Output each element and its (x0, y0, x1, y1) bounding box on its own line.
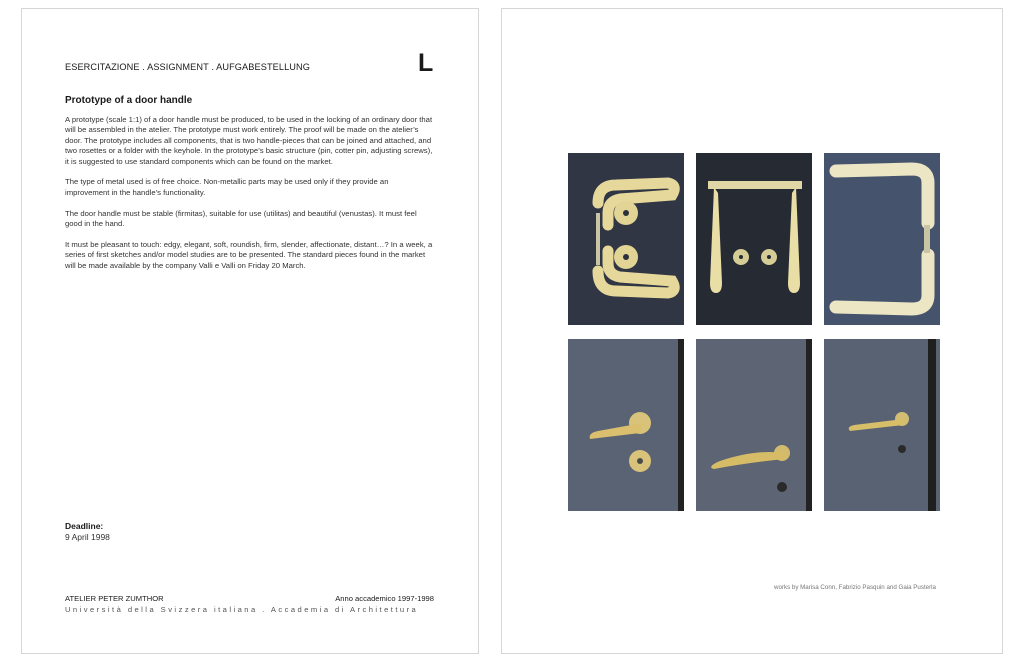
assignment-letter: L (418, 49, 434, 77)
atelier-name: ATELIER PETER ZUMTHOR (65, 594, 164, 603)
photo-handle-arch (696, 153, 812, 325)
academic-year: Anno accademico 1997-1998 (335, 594, 434, 603)
photo-handle-u-shape (824, 153, 940, 325)
photo-page (501, 8, 1003, 654)
photo-door-handle-3 (824, 339, 940, 511)
photo-credit: works by Marisa Conn, Fabrizio Pasquin and Gaia Pusterla (774, 584, 936, 591)
university-name: Università della Svizzera italiana . Accademia di Architettura (65, 605, 419, 614)
photo-door-handle-1 (568, 339, 684, 511)
photo-handle-pair-rosettes (568, 153, 684, 325)
body-paragraph: It must be pleasant to touch: edgy, elegant, soft, roundish, firm, slender, affectionate, distant…? In a week, a series of first sketches and/or model studies are to be presented. The standard pieces found in the market will be made available by the company Valli e Valli on Friday 20 March. (65, 239, 433, 270)
photo-door-handle-2 (696, 339, 812, 511)
assignment-page (21, 8, 479, 654)
body-paragraph: A prototype (scale 1:1) of a door handle must be produced, to be used in the locking of an ordinary door that will be assembled in the atelier. The prototype must work entirely. The proof will be made on the atelier’s door. The prototype includes all components, that is two handle-pieces that can be joined and attached, and two rosettes or a folder with the keyhole. In the prototype’s basic structure (pin, cotter pin, adjusting screws), it is suggested to use standard components which can be found on the market. (65, 115, 433, 166)
page-title: Prototype of a door handle (65, 95, 193, 106)
body-paragraph: The door handle must be stable (firmitas), suitable for use (utilitas) and beautiful (venustas). It must feel good in the hand. (65, 208, 417, 229)
assignment-body (65, 115, 433, 281)
deadline-label: Deadline: (65, 521, 104, 531)
deadline-date: 9 April 1998 (65, 532, 110, 542)
body-paragraph: The type of metal used is of free choice. Non-metallic parts may be used only if they provide an improvement in the handle’s functionality. (65, 177, 389, 197)
assignment-header: ESERCITAZIONE . ASSIGNMENT . AUFGABESTELLUNG (65, 62, 311, 72)
